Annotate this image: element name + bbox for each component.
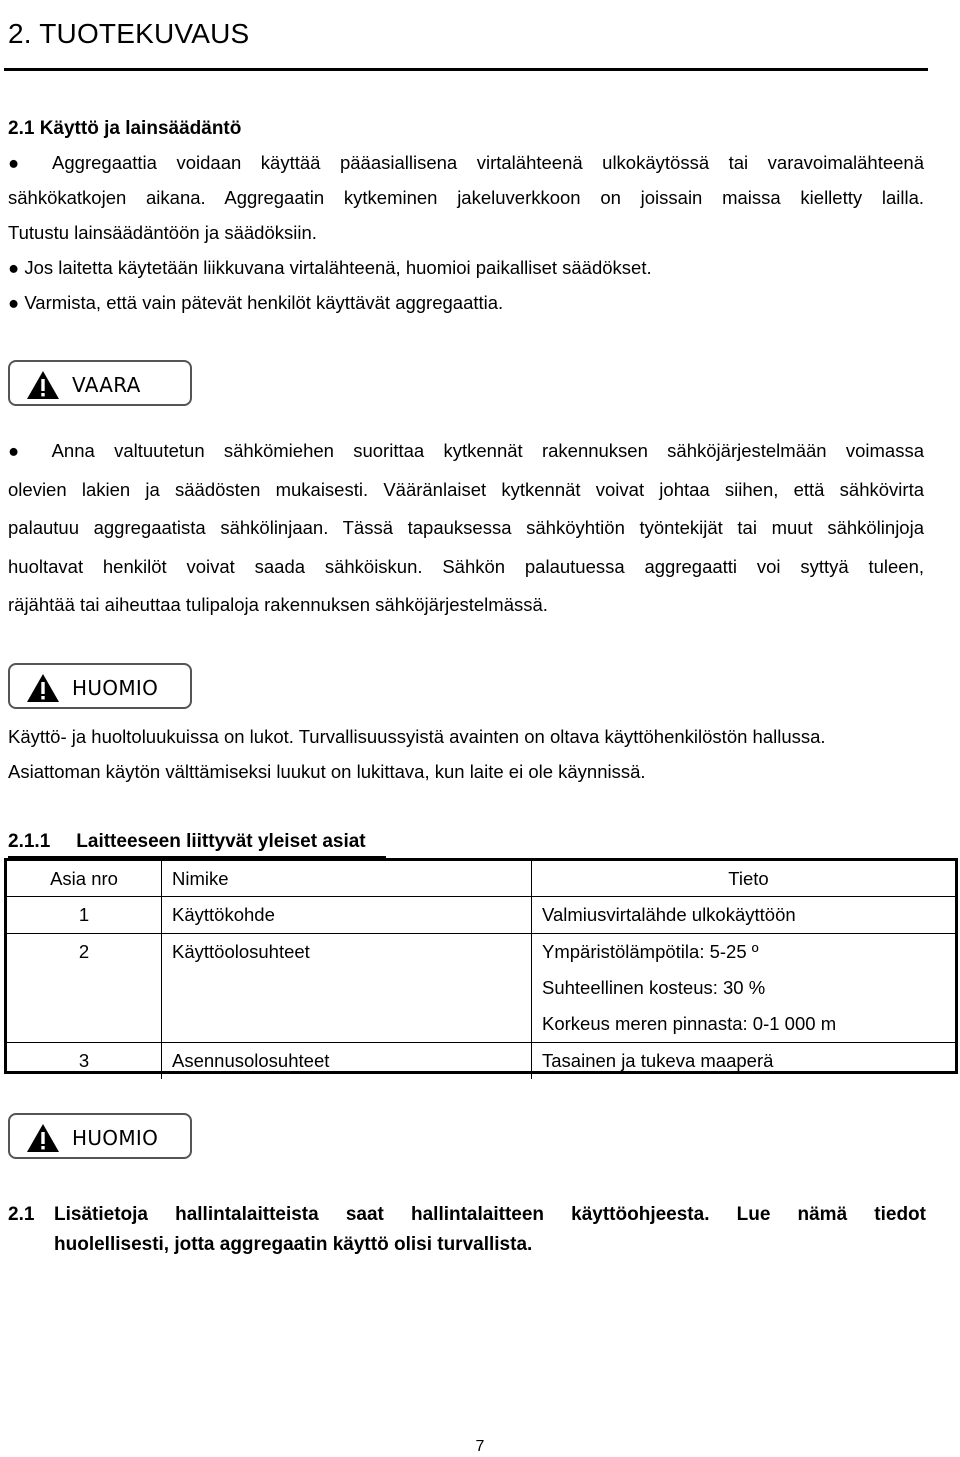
paragraph-line: Lisätietoja hallintalaitteista saat hallintalaitteen käyttöohjeesta. Lue nämä tiedot: [54, 1204, 926, 1225]
subsection-number: 2.1.1: [8, 831, 51, 852]
table-cell-info: [532, 934, 956, 1043]
paragraph-line: ● Aggregaattia voidaan käyttää pääasiallisena virtalähteenä ulkokäytössä tai varavoimalähteenä: [8, 152, 924, 173]
info-line: Korkeus meren pinnasta: 0-1 000 m: [542, 1013, 837, 1034]
table-header-row: [7, 861, 955, 897]
table-cell-name: Asennusolosuhteet: [162, 1043, 532, 1080]
danger-label-box: [8, 360, 192, 406]
caution-label: HUOMIO: [72, 676, 159, 700]
bullet-local-regulations: ● Jos laitetta käytetään liikkuvana virtalähteenä, huomioi paikalliset säädökset.: [8, 257, 652, 278]
paragraph-line: huolellisesti, jotta aggregaatin käyttö olisi turvallista.: [54, 1234, 533, 1255]
subsection-title: Laitteeseen liittyvät yleiset asiat: [76, 831, 366, 852]
controls-note-text: [54, 1200, 926, 1260]
controls-note-number: 2.1: [8, 1204, 35, 1225]
caution-label-box: [8, 663, 192, 709]
section-heading-use: 2.1 Käyttö ja lainsäädäntö: [8, 118, 242, 139]
danger-label: VAARA: [72, 373, 141, 397]
table-cell-no: 3: [7, 1043, 162, 1080]
general-items-table: [4, 858, 958, 1074]
paragraph-line: palautuu aggregaatista sähkölinjaan. Tässä tapauksessa sähköyhtiön työntekijät tai muut sähkölinjoja: [8, 517, 924, 538]
table-cell-name: Käyttöolosuhteet: [162, 934, 532, 1043]
warning-triangle-icon: [26, 673, 60, 703]
caution-label: HUOMIO: [72, 1126, 159, 1150]
column-header: Nimike: [162, 861, 532, 897]
column-header: Asia nro: [7, 861, 162, 897]
page-title: 2. TUOTEKUVAUS: [8, 18, 250, 49]
paragraph-line: Tutustu lainsäädäntöön ja säädöksiin.: [8, 222, 317, 243]
table-row: [7, 1043, 955, 1080]
column-header: Tieto: [532, 861, 956, 897]
paragraph-line: sähkökatkojen aikana. Aggregaatin kytkeminen jakeluverkkoon on joissain maissa kielletty lailla.: [8, 187, 924, 208]
paragraph-line: räjähtää tai aiheuttaa tulipaloja rakennuksen sähköjärjestelmässä.: [8, 594, 548, 615]
table-row: [7, 934, 955, 1043]
page-number: 7: [475, 1438, 485, 1455]
subsection-heading-general: [8, 831, 388, 853]
table-cell-info: Tasainen ja tukeva maaperä: [542, 1050, 774, 1071]
table-row: [7, 897, 955, 934]
table-cell-info: Valmiusvirtalähde ulkokäyttöön: [532, 897, 956, 934]
bullet-qualified-persons: ● Varmista, että vain pätevät henkilöt käyttävät aggregaattia.: [8, 292, 504, 313]
warning-triangle-icon: [26, 370, 60, 400]
paragraph-use: [8, 145, 924, 320]
info-line: Suhteellinen kosteus: 30 %: [542, 977, 766, 998]
paragraph-line: huoltavat henkilöt voivat saada sähköiskun. Sähkön palautuessa aggregaatti voi syttyä tuleen,: [8, 555, 924, 577]
caution-paragraph: [8, 719, 948, 789]
warning-triangle-icon: [26, 1123, 60, 1153]
table-cell-name: Käyttökohde: [162, 897, 532, 934]
info-line: Ympäristölämpötila: 5-25 º: [542, 941, 759, 962]
caution-label-box: [8, 1113, 192, 1159]
paragraph-line: olevien lakien ja säädösten mukaisesti. Vääränlaiset kytkennät voivat johtaa siihen, että sähkövirta: [8, 478, 924, 500]
title-divider: [4, 68, 928, 71]
paragraph-line: Asiattoman käytön välttämiseksi luukut on lukittava, kun laite ei ole käynnissä.: [8, 761, 646, 782]
paragraph-line: Käyttö- ja huoltoluukuissa on lukot. Turvallisuussyistä avainten on oltava käyttöhenkilöstön hallussa.: [8, 726, 826, 747]
table-cell-no: 1: [7, 897, 162, 934]
table-cell-no: 2: [7, 934, 162, 1043]
danger-paragraph: [8, 432, 924, 625]
paragraph-line: ● Anna valtuutetun sähkömiehen suorittaa kytkennät rakennuksen sähköjärjestelmään voimassa: [8, 440, 924, 461]
